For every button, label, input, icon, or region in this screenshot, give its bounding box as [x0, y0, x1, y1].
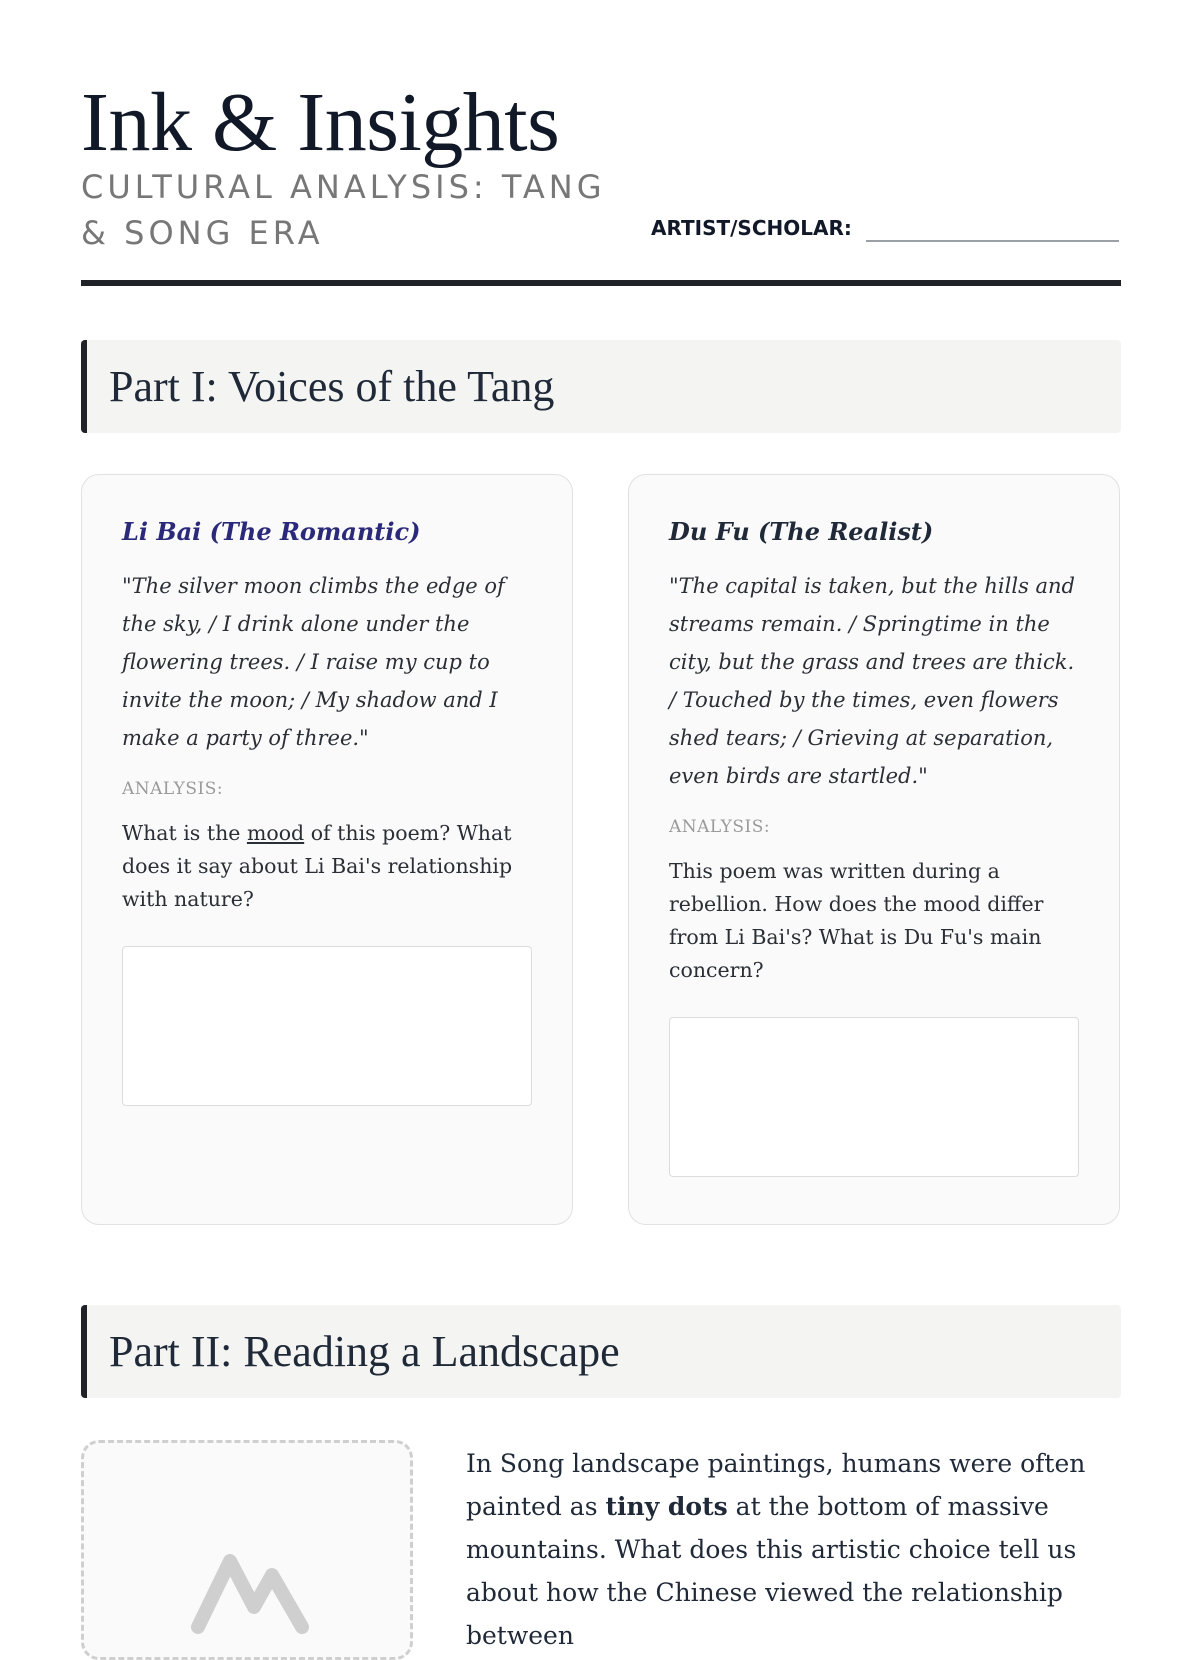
question-text-end: of this poem? What does it say about Li Bai's relationship with nature?	[122, 821, 513, 911]
prompt-text-end: at the bottom of massive mountains. What does this artistic choice tell us about how the Chinese viewed the relationship between	[466, 1492, 1077, 1650]
scholar-field-group	[651, 214, 1119, 242]
poem-card-li-bai	[81, 474, 573, 1225]
scholar-name-input[interactable]	[866, 216, 1119, 242]
landscape-image-placeholder	[81, 1440, 413, 1660]
prompt-emphasis: tiny dots	[605, 1492, 728, 1521]
section-header-part-2	[81, 1305, 1121, 1398]
landscape-prompt	[466, 1442, 1126, 1657]
poem-card-du-fu	[628, 474, 1120, 1225]
analysis-label: ANALYSIS:	[122, 779, 224, 799]
poem-quote: "The silver moon climbs the edge of the sky, / I drink alone under the flowering trees. / I raise my cup to invite the moon; / My shadow and I make a party of three."	[122, 574, 505, 750]
page-subtitle: CULTURAL ANALYSIS: TANG & SONG ERA	[81, 168, 606, 252]
masthead	[81, 0, 1119, 290]
poem-quote: "The capital is taken, but the hills and streams remain. / Springtime in the city, but the grass and trees are thick. / Touched by the times, even flowers shed tears; / Grieving at separation, even birds are startled."	[669, 574, 1076, 788]
poem-card-title: Li Bai (The Romantic)	[122, 517, 421, 546]
scholar-label: ARTIST/SCHOLAR:	[651, 216, 852, 240]
analysis-label: ANALYSIS:	[669, 817, 771, 837]
section-header-part-1	[81, 340, 1121, 433]
analysis-question	[122, 817, 532, 916]
section-title-part-2: Part II: Reading a Landscape	[109, 1327, 620, 1376]
analysis-question: This poem was written during a rebellion. How does the mood differ from Li Bai's? What is Du Fu's main concern?	[669, 859, 1044, 982]
answer-box-li-bai[interactable]	[122, 946, 532, 1106]
page-title: Ink & Insights	[81, 76, 560, 169]
poem-card-title: Du Fu (The Realist)	[669, 517, 934, 546]
prompt-text-start: In Song landscape paintings, humans were often painted as	[466, 1449, 1086, 1521]
section-title-part-1: Part I: Voices of the Tang	[109, 362, 555, 411]
question-text-start: What is the	[122, 821, 247, 845]
answer-box-du-fu[interactable]	[669, 1017, 1079, 1177]
mountain-icon	[190, 1541, 310, 1631]
question-emphasis: mood	[246, 821, 305, 845]
header-rule	[81, 280, 1121, 286]
